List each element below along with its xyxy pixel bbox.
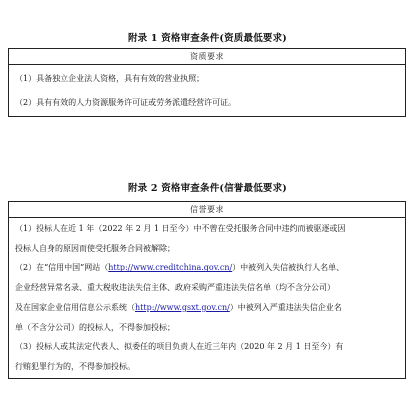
credit-item-2-text-a: （2）在“信用中国”网站（	[15, 263, 109, 273]
appendix-2-title: 附录 2 资格审查条件(信誉最低要求)	[127, 183, 287, 194]
appendix-1-title: 附录 1 资格审查条件(资质最低要求)	[127, 33, 287, 44]
credit-item-3-line-1: （3）投标人或其法定代表人、拟委任的项目负责人在近三年内（2020 年 2 月 1 日至今）有	[15, 342, 344, 352]
qualification-item-1: （1）具备独立企业法人资格，具有有效的营业执照；	[15, 73, 205, 83]
credit-item-2-text-d: ）中被列入严重违法失信企业名	[229, 302, 342, 312]
credit-item-2-text-c: 及在国家企业信用信息公示系统（	[15, 302, 135, 312]
credit-item-2-line-4: 单（不含分公司）的投标人，不得参加投标；	[15, 322, 175, 332]
credit-item-2-text-b: ）中被列入失信被执行人名单、	[232, 263, 345, 273]
credit-item-3-line-2: 行贿犯罪行为的，不得参加投标。	[15, 361, 135, 371]
creditchina-link[interactable]: http://www.creditchina.gov.cn/	[108, 263, 233, 273]
credit-body	[9, 218, 406, 379]
qualification-body	[9, 65, 406, 117]
credit-item-2-line-3	[15, 298, 399, 318]
credit-item-1-line-1: （1）投标人在近 1 年（2022 年 2 月 1 日至今）中不曾在受托服务合同中违约而被驱逐或因	[15, 224, 346, 233]
credit-item-1-line-2: 投标人自身的原因而使受托服务合同被解除；	[15, 243, 175, 253]
qualification-item-2: （2）具有有效的人力资源服务许可证或劳务派遣经营许可证。	[15, 97, 237, 107]
credit-item-2-line-1	[15, 258, 399, 278]
qualification-table	[8, 48, 406, 117]
credit-table	[8, 201, 406, 379]
credit-header: 信誉要求	[9, 202, 406, 218]
credit-item-2-line-2: 企业经营异常名录、重大税收违法失信主体、政府采购严重违法失信名单（均不含分公司）	[15, 283, 335, 293]
qualification-header: 资质要求	[9, 49, 406, 65]
gsxt-link[interactable]: http://www.gsxt.gov.cn/	[135, 302, 230, 312]
